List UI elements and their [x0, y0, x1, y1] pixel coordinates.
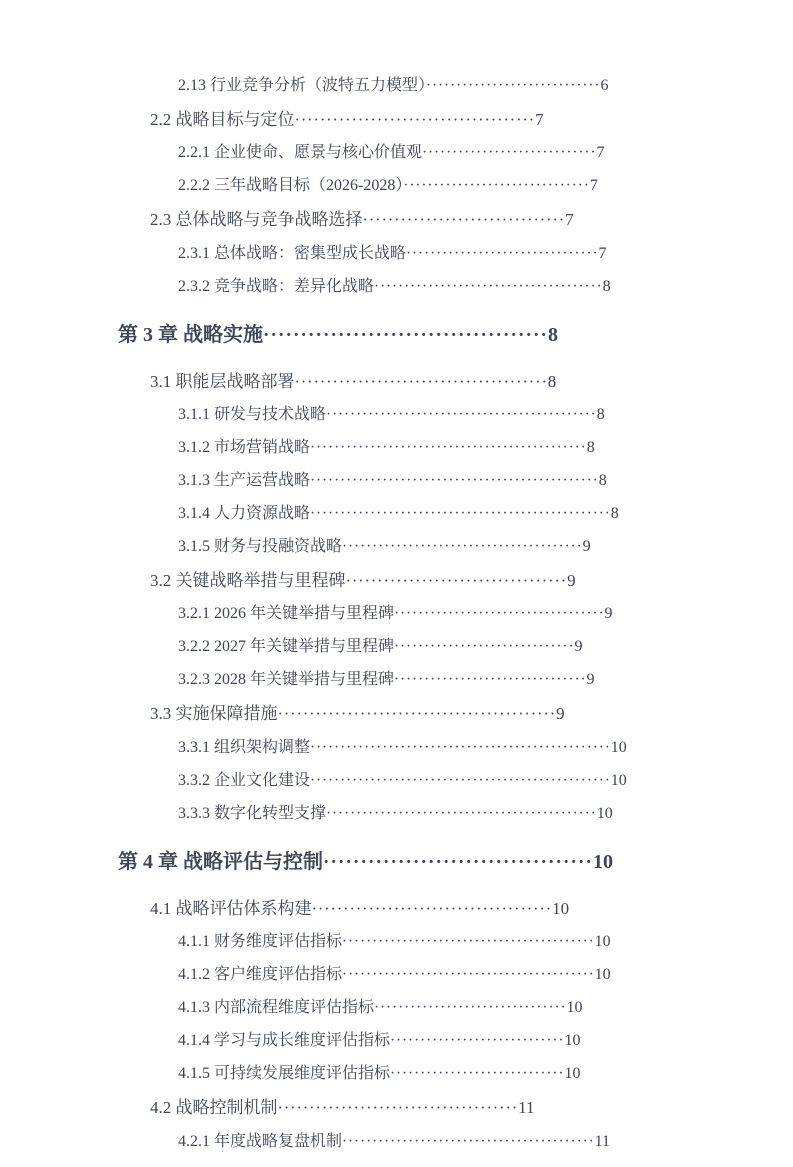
toc-page-number: 10: [610, 738, 627, 756]
toc-page-number: 6: [600, 77, 609, 94]
toc-dot-leader: ································: [362, 210, 566, 230]
toc-page-number: 8: [547, 323, 558, 346]
toc-page-number: 10: [564, 1032, 581, 1050]
toc-dot-leader: ·············································: [326, 804, 597, 822]
toc-page-number: 8: [596, 406, 605, 424]
toc-entry[interactable]: [0, 178, 793, 194]
toc-entry[interactable]: [0, 967, 793, 983]
toc-dot-leader: ································: [406, 244, 599, 262]
toc-page-number: 9: [604, 605, 613, 623]
toc-entry-label: 2.2 战略目标与定位: [150, 110, 295, 129]
toc-page-number: 9: [586, 671, 595, 689]
toc-entry-label: 2.13 行业竞争分析（波特五力模型）: [178, 77, 427, 94]
toc-entry-label: 第 4 章 战略评估与控制: [118, 850, 323, 873]
toc-dot-leader: ··················································: [310, 505, 611, 523]
toc-dot-leader: ······································: [294, 110, 536, 129]
toc-entry-label: 3.1.2 市场营销战略: [178, 439, 311, 457]
toc-entry-label: 2.3 总体战略与竞争战略选择: [150, 210, 363, 230]
toc-entry-label: 3.3.2 企业文化建设: [178, 771, 311, 789]
toc-entry[interactable]: [0, 78, 793, 94]
toc-entry[interactable]: [0, 740, 793, 756]
toc-page-number: 9: [567, 571, 576, 591]
toc-dot-leader: ···································: [394, 605, 605, 623]
toc-entry-label: 3.2.2 2027 年关键举措与里程碑: [178, 638, 395, 656]
toc-entry[interactable]: [0, 705, 793, 722]
toc-dot-leader: ········································: [342, 538, 583, 556]
toc-entry[interactable]: [0, 145, 793, 161]
toc-dot-leader: ····································: [323, 851, 593, 873]
toc-page-number: 9: [556, 704, 565, 724]
toc-entry-label: 4.1.5 可持续发展维度评估指标: [178, 1065, 391, 1083]
toc-entry-label: 2.2.2 三年战略目标（2026-2028）: [178, 177, 404, 195]
toc-entry[interactable]: [0, 900, 793, 917]
toc-page-number: 8: [598, 472, 607, 490]
toc-entry[interactable]: [0, 1033, 793, 1049]
toc-page-number: 11: [518, 1098, 535, 1118]
toc-dot-leader: ································: [374, 999, 567, 1017]
toc-dot-leader: ··········································: [342, 966, 595, 984]
toc-dot-leader: ········································: [294, 371, 548, 391]
toc-dot-leader: ············································: [277, 704, 557, 724]
toc-dot-leader: ·····························: [390, 1032, 565, 1050]
toc-entry-label: 3.3.1 组织架构调整: [178, 738, 311, 756]
toc-dot-leader: ·············································: [326, 406, 597, 424]
toc-entry-label: 3.2.1 2026 年关键举措与里程碑: [178, 605, 395, 623]
toc-dot-leader: ······························: [394, 638, 575, 656]
toc-dot-leader: ·····························: [422, 144, 597, 162]
toc-entry[interactable]: [0, 279, 793, 295]
toc-entry-label: 4.1.1 财务维度评估指标: [178, 933, 343, 951]
toc-entry[interactable]: [0, 1000, 793, 1016]
toc-entry-label: 4.1.3 内部流程维度评估指标: [178, 999, 375, 1017]
toc-page-number: 9: [574, 638, 583, 656]
toc-page-number: 10: [594, 966, 611, 984]
toc-entry[interactable]: [0, 934, 793, 950]
toc-entry-label: 4.1.2 客户维度评估指标: [178, 966, 343, 984]
toc-page-number: 7: [598, 244, 607, 262]
toc-entry[interactable]: [0, 773, 793, 789]
toc-entry-label: 2.3.1 总体战略：密集型成长战略: [178, 244, 407, 262]
toc-entry[interactable]: [0, 506, 793, 522]
toc-page-number: 9: [582, 538, 591, 556]
toc-entry-label: 4.1.4 学习与成长维度评估指标: [178, 1032, 391, 1050]
toc-dot-leader: ···································: [345, 571, 568, 591]
toc-entry-label: 3.2 关键战略举措与里程碑: [150, 571, 346, 591]
toc-entry-label: 3.3 实施保障措施: [150, 704, 278, 724]
toc-entry[interactable]: [0, 325, 793, 345]
toc-page-number: 8: [602, 277, 611, 295]
toc-dot-leader: ······································: [311, 898, 553, 918]
toc-entry[interactable]: [0, 539, 793, 555]
toc-entry[interactable]: [0, 211, 793, 228]
toc-entry[interactable]: [0, 1066, 793, 1082]
toc-entry[interactable]: [0, 1134, 793, 1150]
toc-entry-label: 3.1.4 人力资源战略: [178, 505, 311, 523]
toc-dot-leader: ······································: [374, 277, 603, 295]
toc-dot-leader: ··············································: [310, 439, 587, 457]
toc-entry-label: 3.3.3 数字化转型支撑: [178, 804, 327, 822]
toc-dot-leader: ······································: [263, 324, 548, 346]
toc-entry[interactable]: [0, 440, 793, 456]
toc-page-number: 10: [596, 804, 613, 822]
toc-dot-leader: ··········································: [342, 933, 595, 951]
table-of-contents: [0, 78, 793, 1167]
toc-page-number: 7: [535, 110, 544, 129]
toc-entry[interactable]: [0, 473, 793, 489]
toc-dot-leader: ··················································: [310, 771, 611, 789]
toc-dot-leader: ································: [394, 671, 587, 689]
toc-entry-label: 4.2.1 年度战略复盘机制: [178, 1132, 343, 1150]
toc-page-number: 11: [594, 1132, 611, 1150]
toc-dot-leader: ······································: [277, 1098, 519, 1118]
toc-entry-label: 4.1 战略评估体系构建: [150, 898, 312, 918]
toc-page-number: 10: [564, 1065, 581, 1083]
toc-entry[interactable]: [0, 407, 793, 423]
toc-entry-label: 3.1.5 财务与投融资战略: [178, 538, 343, 556]
toc-entry[interactable]: [0, 246, 793, 262]
toc-entry-label: 3.1 职能层战略部署: [150, 371, 295, 391]
toc-page-number: 8: [610, 505, 619, 523]
toc-entry[interactable]: [0, 806, 793, 822]
toc-entry-label: 4.2 战略控制机制: [150, 1098, 278, 1118]
toc-page-number: 10: [552, 898, 570, 918]
toc-entry-label: 第 3 章 战略实施: [118, 323, 263, 346]
toc-entry[interactable]: [0, 572, 793, 589]
toc-entry[interactable]: [0, 852, 793, 872]
toc-dot-leader: ················································: [310, 472, 599, 490]
toc-entry-label: 2.2.1 企业使命、愿景与核心价值观: [178, 144, 423, 162]
toc-entry[interactable]: [0, 1099, 793, 1116]
toc-entry-label: 3.2.3 2028 年关键举措与里程碑: [178, 671, 395, 689]
toc-entry-label: 3.1.3 生产运营战略: [178, 472, 311, 490]
toc-dot-leader: ·····························: [426, 77, 601, 94]
toc-entry-label: 3.1.1 研发与技术战略: [178, 406, 327, 424]
toc-page-number: 10: [566, 999, 583, 1017]
toc-page-number: 7: [596, 144, 605, 162]
toc-dot-leader: ·····························: [390, 1065, 565, 1083]
toc-dot-leader: ··················································: [310, 738, 611, 756]
toc-page-number: 8: [547, 371, 557, 391]
toc-entry[interactable]: [0, 606, 793, 622]
toc-entry[interactable]: [0, 672, 793, 688]
toc-page-number: 10: [592, 850, 613, 873]
toc-page-number: 8: [586, 439, 595, 457]
toc-entry[interactable]: [0, 111, 793, 128]
toc-page-number: 10: [610, 771, 627, 789]
toc-dot-leader: ··········································: [342, 1132, 595, 1150]
toc-page-number: 10: [594, 933, 611, 951]
toc-dot-leader: ·······························: [403, 177, 590, 195]
toc-entry-label: 2.3.2 竞争战略：差异化战略: [178, 277, 375, 295]
toc-entry[interactable]: [0, 373, 793, 390]
toc-page-number: 7: [565, 210, 574, 230]
toc-entry[interactable]: [0, 639, 793, 655]
toc-page-number: 7: [589, 177, 598, 195]
